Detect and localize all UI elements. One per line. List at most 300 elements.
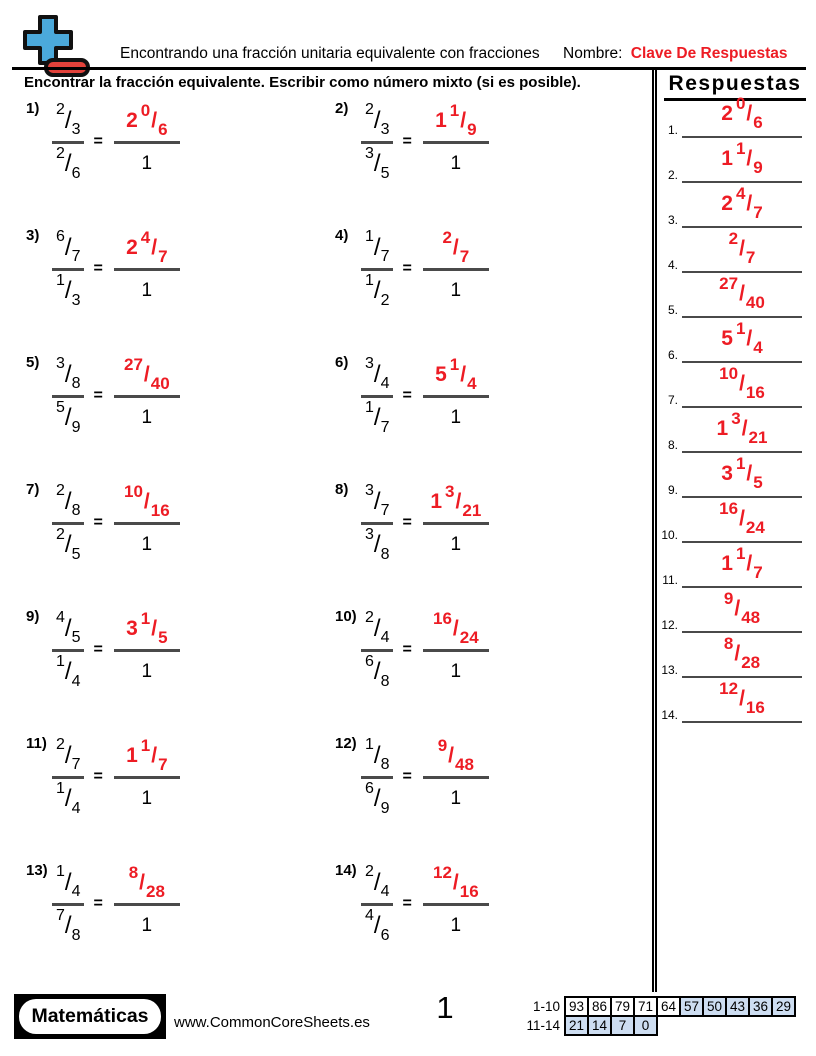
slash-icon: / — [746, 147, 753, 170]
answer-whole: 1 — [721, 147, 733, 170]
answer-numerator: 1 — [735, 454, 746, 473]
dividend-fraction — [52, 735, 84, 776]
answer-denominator: 16 — [459, 882, 479, 901]
divisor-numerator: 1 — [365, 271, 374, 289]
score-cells-row2 — [564, 1015, 658, 1036]
dividend-denominator: 7 — [380, 248, 390, 265]
slash-icon: / — [64, 360, 72, 388]
divisor-numerator: 6 — [365, 779, 374, 797]
score-cells-row1 — [564, 996, 796, 1017]
divisor-denominator: 5 — [380, 164, 390, 182]
dividend-numerator: 1 — [365, 736, 374, 753]
answer-denominator: 7 — [753, 203, 763, 222]
divisor-denominator: 9 — [71, 418, 81, 436]
dividend-denominator: 8 — [380, 756, 390, 773]
problem-number: 8) — [335, 481, 349, 498]
answer-row — [658, 231, 808, 273]
score-cell: 71 — [633, 996, 658, 1017]
answer-value — [428, 608, 484, 649]
unit-denominator: 1 — [141, 153, 153, 174]
answer-numerator: 8 — [128, 863, 139, 882]
answer-value — [682, 453, 802, 494]
plus-icon — [25, 17, 71, 63]
equals-sign: = — [402, 133, 412, 151]
answer-row-number: 5. — [667, 303, 678, 317]
divisor-fraction — [52, 398, 84, 439]
answer-numerator: 27 — [123, 355, 143, 374]
answer-fraction — [114, 608, 180, 693]
slash-icon: / — [734, 642, 741, 665]
answer-numerator: 9 — [723, 589, 734, 608]
answer-blank-line — [682, 681, 802, 723]
dividend-fraction — [52, 100, 84, 141]
slash-icon: / — [64, 785, 72, 812]
answer-denominator: 24 — [459, 628, 479, 647]
answer-row-number: 4. — [667, 258, 678, 272]
answer-blank-line — [682, 411, 802, 453]
divisor-numerator: 2 — [56, 144, 65, 162]
answer-denominator: 5 — [753, 473, 763, 492]
answer-blank-line — [682, 636, 802, 678]
answer-value — [121, 735, 172, 776]
answer-value — [433, 735, 479, 776]
divisor-fraction — [52, 271, 84, 312]
divisor-fraction — [52, 779, 84, 820]
divisor-numerator: 1 — [56, 652, 65, 670]
answer-whole: 2 — [721, 102, 733, 125]
score-cell: 79 — [610, 996, 635, 1017]
slash-icon: / — [373, 404, 381, 431]
answer-fraction — [423, 735, 489, 820]
operand-fraction — [361, 862, 393, 947]
divisor-numerator: 3 — [365, 525, 374, 543]
slash-icon: / — [151, 236, 158, 259]
answer-row — [658, 141, 808, 183]
divisor-fraction — [361, 652, 393, 693]
answer-blank-line — [682, 501, 802, 543]
score-cell: 14 — [587, 1015, 612, 1036]
answer-row-number: 11. — [662, 573, 678, 587]
unit-denominator: 1 — [141, 915, 153, 936]
problem-number: 14) — [335, 862, 357, 879]
name-label: Nombre: — [563, 45, 623, 62]
divisor-numerator: 4 — [365, 906, 374, 924]
unit-denominator: 1 — [141, 788, 153, 809]
slash-icon: / — [746, 102, 753, 125]
answer-numerator: 0 — [140, 101, 151, 120]
dividend-numerator: 1 — [365, 228, 374, 245]
dividend-denominator: 3 — [71, 121, 81, 138]
dividend-numerator: 2 — [365, 863, 374, 880]
slash-icon: / — [143, 363, 150, 386]
divisor-denominator: 8 — [380, 545, 390, 563]
answer-row-number: 9. — [667, 483, 678, 497]
slash-icon: / — [64, 658, 72, 685]
dividend-denominator: 4 — [380, 375, 390, 392]
dividend-numerator: 2 — [56, 736, 65, 753]
problem — [26, 100, 180, 185]
dividend-numerator: 3 — [365, 355, 374, 372]
divisor-numerator: 1 — [365, 398, 374, 416]
slash-icon: / — [746, 327, 753, 350]
slash-icon: / — [151, 744, 158, 767]
slash-icon: / — [373, 658, 381, 685]
score-cell: 21 — [564, 1015, 589, 1036]
answer-blank-line — [682, 276, 802, 318]
answer-blank-line — [682, 321, 802, 363]
divisor-numerator: 1 — [56, 779, 65, 797]
problem-number: 5) — [26, 354, 40, 371]
answer-numerator: 8 — [723, 634, 734, 653]
slash-icon: / — [373, 741, 381, 769]
problem-number: 13) — [26, 862, 48, 879]
divisor-denominator: 4 — [71, 672, 81, 690]
problem-number: 9) — [26, 608, 40, 625]
answer-denominator: 24 — [745, 518, 765, 537]
answer-fraction — [423, 100, 489, 185]
slash-icon: / — [64, 277, 72, 304]
answer-value — [682, 543, 802, 584]
dividend-fraction — [361, 481, 393, 522]
divisor-numerator: 3 — [365, 144, 374, 162]
dividend-numerator: 2 — [56, 101, 65, 118]
slash-icon: / — [373, 487, 381, 515]
slash-icon: / — [151, 617, 158, 640]
answer-denominator: 6 — [158, 120, 168, 139]
answer-value — [682, 273, 802, 314]
slash-icon: / — [452, 871, 459, 894]
brand-label: Matemáticas — [19, 999, 161, 1034]
answer-numerator: 27 — [719, 274, 739, 293]
answer-row — [658, 276, 808, 318]
equals-sign: = — [402, 895, 412, 913]
dividend-fraction — [361, 608, 393, 649]
answer-fraction — [423, 862, 489, 947]
dividend-fraction — [52, 354, 84, 395]
answer-denominator: 5 — [158, 628, 168, 647]
answer-fraction — [114, 481, 180, 566]
dividend-fraction — [361, 100, 393, 141]
divisor-denominator: 5 — [71, 545, 81, 563]
answer-value — [682, 318, 802, 359]
operand-fraction — [361, 608, 393, 693]
slash-icon: / — [373, 360, 381, 388]
slash-icon: / — [739, 282, 745, 305]
answer-denominator: 21 — [462, 501, 482, 520]
answer-numerator: 10 — [123, 482, 143, 501]
score-cell: 93 — [564, 996, 589, 1017]
slash-icon: / — [739, 507, 745, 530]
slash-icon: / — [64, 487, 72, 515]
answer-row — [658, 681, 808, 723]
score-row-label: 1-10 — [532, 999, 560, 1014]
answer-whole: 2 — [721, 192, 733, 215]
answer-row — [658, 321, 808, 363]
answer-numerator: 4 — [735, 184, 746, 203]
answer-numerator: 4 — [140, 228, 151, 247]
score-cell: 7 — [610, 1015, 635, 1036]
dividend-fraction — [52, 608, 84, 649]
answer-whole: 1 — [716, 417, 729, 440]
divisor-fraction — [52, 525, 84, 566]
divisor-numerator: 7 — [56, 906, 65, 924]
answer-denominator: 4 — [753, 338, 763, 357]
equals-sign: = — [93, 387, 103, 405]
answer-blank-line — [682, 591, 802, 633]
answer-value — [682, 138, 802, 179]
answer-denominator: 48 — [741, 608, 761, 627]
answer-denominator: 28 — [741, 653, 761, 672]
problem-number: 3) — [26, 227, 40, 244]
answer-value — [682, 588, 802, 629]
instruction-text: Encontrar la fracción equivalente. Escribir como número mixto (si es posible). — [24, 74, 581, 91]
slash-icon: / — [64, 868, 72, 896]
slash-icon: / — [373, 150, 381, 177]
slash-icon: / — [739, 372, 745, 395]
answer-row-number: 3. — [667, 213, 678, 227]
answer-row-number: 1. — [667, 123, 678, 137]
answer-value — [119, 481, 175, 522]
answer-row — [658, 636, 808, 678]
slash-icon: / — [373, 912, 381, 939]
problem-number: 6) — [335, 354, 349, 371]
answer-numerator: 1 — [735, 319, 746, 338]
score-cell: 50 — [702, 996, 727, 1017]
divisor-denominator: 8 — [380, 672, 390, 690]
slash-icon: / — [139, 871, 146, 894]
slash-icon: / — [739, 237, 745, 260]
slash-icon: / — [143, 490, 150, 513]
answer-numerator: 2 — [442, 228, 452, 247]
score-cell: 86 — [587, 996, 612, 1017]
answer-blank-line — [682, 546, 802, 588]
dividend-fraction — [361, 735, 393, 776]
answer-row — [658, 186, 808, 228]
equals-sign: = — [93, 133, 103, 151]
dividend-denominator: 4 — [380, 883, 390, 900]
answer-denominator: 7 — [753, 563, 763, 582]
dividend-fraction — [52, 481, 84, 522]
answer-denominator: 16 — [745, 698, 765, 717]
divisor-fraction — [361, 144, 393, 185]
answer-blank-line — [682, 96, 802, 138]
equals-sign: = — [402, 387, 412, 405]
problem — [26, 354, 180, 439]
equals-sign: = — [93, 260, 103, 278]
dividend-denominator: 7 — [71, 756, 81, 773]
operand-fraction — [52, 862, 84, 947]
divisor-fraction — [361, 525, 393, 566]
answer-fraction — [423, 608, 489, 693]
answer-numerator: 1 — [140, 609, 151, 628]
operand-fraction — [361, 227, 393, 312]
slash-icon: / — [455, 490, 462, 513]
answer-numerator: 12 — [432, 863, 452, 882]
dividend-denominator: 4 — [71, 883, 81, 900]
answer-fraction — [114, 735, 180, 820]
answer-fraction — [423, 227, 489, 312]
answer-denominator: 7 — [158, 755, 168, 774]
problem-number: 1) — [26, 100, 40, 117]
equals-sign: = — [402, 514, 412, 532]
slash-icon: / — [373, 277, 381, 304]
answer-fraction — [114, 354, 180, 439]
divisor-numerator: 5 — [56, 398, 65, 416]
operand-fraction — [361, 481, 393, 566]
answer-whole: 2 — [126, 236, 138, 259]
score-cell: 0 — [633, 1015, 658, 1036]
answer-value — [430, 354, 481, 395]
answer-denominator: 6 — [753, 113, 763, 132]
dividend-fraction — [52, 227, 84, 268]
worksheet-title: Encontrando una fracción unitaria equivalente con fracciones — [120, 45, 540, 62]
answer-row-number: 12. — [661, 618, 678, 632]
answer-denominator: 21 — [748, 428, 768, 447]
slash-icon: / — [64, 614, 72, 642]
problem — [335, 100, 489, 185]
unit-denominator: 1 — [141, 534, 153, 555]
answer-denominator: 7 — [745, 248, 756, 267]
answer-whole: 5 — [435, 363, 447, 386]
problem — [26, 735, 180, 820]
answer-fraction — [114, 227, 180, 312]
equals-sign: = — [93, 895, 103, 913]
slash-icon: / — [448, 744, 455, 767]
equals-sign: = — [93, 514, 103, 532]
column-divider — [652, 67, 657, 992]
problem — [335, 481, 489, 566]
divisor-denominator: 8 — [71, 926, 81, 944]
dividend-denominator: 7 — [71, 248, 81, 265]
answer-value — [428, 862, 484, 903]
divisor-numerator: 6 — [365, 652, 374, 670]
divisor-denominator: 9 — [380, 799, 390, 817]
operand-fraction — [361, 735, 393, 820]
unit-denominator: 1 — [450, 661, 462, 682]
slash-icon: / — [746, 192, 753, 215]
slash-icon: / — [151, 109, 158, 132]
unit-denominator: 1 — [450, 153, 462, 174]
answer-whole: 3 — [721, 462, 733, 485]
answer-whole: 5 — [721, 327, 733, 350]
slash-icon: / — [64, 233, 72, 261]
answer-numerator: 9 — [437, 736, 448, 755]
answer-row-number: 6. — [667, 348, 678, 362]
answer-row-number: 2. — [667, 168, 678, 182]
dividend-denominator: 4 — [380, 629, 390, 646]
divisor-numerator: 2 — [56, 525, 65, 543]
divisor-fraction — [361, 398, 393, 439]
problem-number: 4) — [335, 227, 349, 244]
score-cell: 57 — [679, 996, 704, 1017]
answer-value — [121, 608, 172, 649]
operand-fraction — [52, 735, 84, 820]
name-value: Clave De Respuestas — [630, 45, 788, 62]
answer-denominator: 40 — [745, 293, 765, 312]
answer-numerator: 10 — [719, 364, 739, 383]
answer-value — [121, 100, 172, 141]
unit-denominator: 1 — [450, 788, 462, 809]
plus-minus-icon — [16, 14, 92, 80]
dividend-denominator: 7 — [380, 502, 390, 519]
answer-value — [682, 678, 802, 719]
problem — [335, 354, 489, 439]
brand-plate — [14, 994, 166, 1039]
problem — [26, 608, 180, 693]
answer-value — [430, 100, 481, 141]
name-row — [563, 45, 788, 63]
score-table — [524, 996, 796, 1036]
answer-numerator: 16 — [719, 499, 739, 518]
divisor-fraction — [52, 906, 84, 947]
answer-whole: 1 — [430, 490, 443, 513]
dividend-numerator: 1 — [56, 863, 65, 880]
dividend-denominator: 8 — [71, 502, 81, 519]
problem — [335, 735, 489, 820]
slash-icon: / — [739, 687, 745, 710]
answer-row — [658, 501, 808, 543]
answer-fraction — [423, 354, 489, 439]
answer-value — [121, 227, 172, 268]
answer-numerator: 1 — [140, 736, 151, 755]
slash-icon: / — [373, 233, 381, 261]
slash-icon: / — [373, 868, 381, 896]
divisor-denominator: 6 — [71, 164, 81, 182]
slash-icon: / — [373, 614, 381, 642]
problem — [26, 227, 180, 312]
answer-numerator: 12 — [719, 679, 739, 698]
operand-fraction — [361, 100, 393, 185]
answer-value — [437, 227, 474, 268]
dividend-fraction — [361, 862, 393, 903]
header-rule — [12, 67, 806, 70]
answer-denominator: 7 — [158, 247, 168, 266]
answer-denominator: 48 — [455, 755, 474, 774]
dividend-denominator: 3 — [380, 121, 390, 138]
answer-denominator: 4 — [467, 374, 477, 393]
answer-value — [682, 633, 802, 674]
answer-numerator: 2 — [728, 229, 739, 248]
answer-row — [658, 411, 808, 453]
answer-value — [682, 228, 802, 269]
answer-value — [682, 408, 802, 449]
answer-fraction — [423, 481, 489, 566]
equals-sign: = — [402, 641, 412, 659]
answer-row — [658, 366, 808, 408]
slash-icon: / — [64, 912, 72, 939]
answer-whole: 1 — [435, 109, 447, 132]
answer-value — [682, 93, 802, 134]
answer-denominator: 9 — [753, 158, 763, 177]
slash-icon: / — [373, 785, 381, 812]
operand-fraction — [52, 354, 84, 439]
answer-value — [682, 498, 802, 539]
answer-row-number: 10. — [661, 528, 678, 542]
score-cell: 43 — [725, 996, 750, 1017]
page-number: 1 — [436, 990, 454, 1025]
equals-sign: = — [93, 641, 103, 659]
answer-denominator: 28 — [146, 882, 165, 901]
operand-fraction — [52, 227, 84, 312]
problem-number: 12) — [335, 735, 357, 752]
answer-whole: 1 — [721, 552, 733, 575]
unit-denominator: 1 — [450, 407, 462, 428]
slash-icon: / — [64, 404, 72, 431]
divisor-denominator: 4 — [71, 799, 81, 817]
answer-blank-line — [682, 186, 802, 228]
answer-numerator: 16 — [432, 609, 452, 628]
answer-numerator: 1 — [449, 355, 460, 374]
